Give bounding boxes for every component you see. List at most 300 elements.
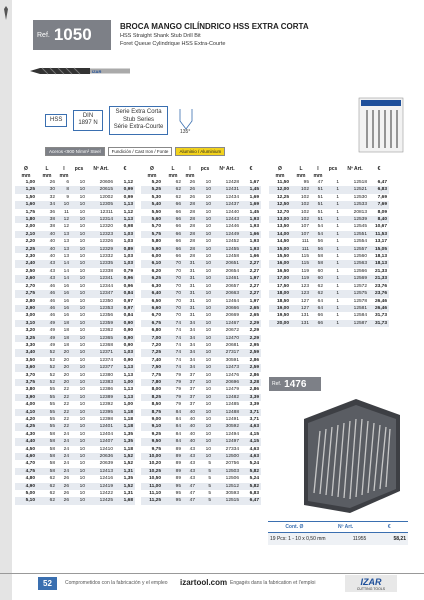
cell-l: 38 (37, 216, 57, 223)
drill-logo-text: IZAR (92, 69, 102, 74)
cell-ref: 20672 (225, 328, 239, 334)
cell-pack: 10 (205, 431, 211, 437)
cell-price: 2,27 (249, 268, 259, 274)
cell-d: 3,40 (15, 349, 37, 356)
cell-price: 2,86 (249, 357, 259, 363)
subtitle-en: HSS Straight Shank Stub Drill Bit (120, 33, 201, 39)
cell-l2: 31 (183, 290, 197, 297)
table-row (141, 335, 261, 342)
cell-d: 4,50 (25, 446, 35, 452)
cell-ref: 12434 (225, 194, 239, 200)
table-row (15, 327, 135, 334)
cell-ref: 12473 (213, 364, 241, 371)
cell-pack: 10 (197, 438, 213, 445)
cell-ref: 12449 (213, 231, 241, 238)
cell-price: 1,66 (241, 231, 261, 238)
cell-pack: 1 (325, 216, 341, 223)
drill-bit-image (30, 66, 130, 76)
cell-d: 10,20 (148, 461, 161, 467)
cell-price: 0,84 (115, 290, 135, 297)
unit-cell: mm (42, 172, 52, 179)
cell-pack: 5 (197, 483, 213, 490)
cell-pack: 10 (205, 417, 211, 422)
col-header-d: Ø (24, 165, 28, 172)
unit-row (269, 172, 389, 179)
cell-price: 2,86 (249, 372, 259, 378)
cell-pack: 10 (205, 209, 211, 215)
cell-price: 1,97 (241, 275, 261, 282)
cell-ref: 12383 (87, 379, 115, 386)
cell-ref: 20669 (225, 313, 239, 319)
cell-d: 2,50 (25, 268, 35, 274)
cell-ref: 12455 (213, 246, 241, 253)
cell-pack: 10 (197, 349, 213, 356)
table-row (141, 401, 261, 408)
cell-d: 6,70 (151, 313, 161, 319)
table-row (141, 483, 261, 490)
cell-price: 0,99 (115, 186, 135, 193)
col-header-l2: l (63, 165, 65, 172)
cell-ref: 12422 (99, 491, 113, 497)
cell-ref: 12530 (353, 194, 367, 200)
cell-d: 5,90 (141, 246, 163, 253)
cell-price: 23,76 (374, 283, 387, 289)
cell-price: 1,00 (115, 379, 135, 386)
cell-l: 52 (37, 364, 57, 371)
table-row (141, 275, 261, 282)
cell-l: 131 (300, 313, 309, 319)
col-header-d: Ø (278, 165, 282, 172)
cell-l: 70 (175, 268, 181, 274)
cell-l: 119 (291, 275, 311, 282)
cell-d: 7,20 (151, 342, 161, 348)
ref-badge (33, 20, 111, 50)
cell-pack: 10 (79, 328, 85, 334)
cell-d: 1,25 (15, 186, 37, 193)
cell-ref: 20654 (225, 268, 239, 274)
cell-price: 1,45 (249, 209, 259, 215)
cell-pack: 1 (336, 209, 339, 215)
cell-pack: 10 (197, 394, 213, 401)
product-title: BROCA MANGO CILÍNDRICO HSS EXTRA CORTA (120, 22, 309, 31)
cell-pack: 10 (205, 283, 211, 289)
cell-l: 52 (49, 372, 55, 378)
cell-l2: 26 (57, 483, 71, 490)
table-row (269, 260, 389, 267)
cell-d: 2,90 (15, 305, 37, 312)
cell-d: 5,70 (151, 224, 161, 230)
cell-price: 4,63 (241, 453, 261, 460)
cell-ref: 12350 (99, 298, 113, 304)
set-ref-prefix: Ref. (272, 381, 282, 387)
cell-ref: 12395 (87, 409, 115, 416)
cell-ref: 12323 (87, 231, 115, 238)
cell-ref: 12326 (99, 239, 113, 245)
cell-pack: 10 (205, 180, 211, 185)
table-row (141, 327, 261, 334)
cell-price: 3,71 (241, 409, 261, 416)
cell-l2: 34 (189, 328, 195, 334)
cell-l: 74 (163, 364, 183, 371)
cell-l: 102 (291, 201, 311, 208)
cell-ref: 12389 (87, 394, 115, 401)
cell-l2: 37 (183, 379, 197, 386)
cell-price: 2,27 (241, 290, 261, 297)
cell-l: 102 (291, 216, 311, 223)
cell-d: 16,50 (276, 268, 289, 274)
cell-l: 55 (37, 394, 57, 401)
cell-d: 6,40 (141, 290, 163, 297)
table-row (15, 490, 135, 497)
cell-l: 66 (163, 246, 183, 253)
cell-l2: 40 (183, 423, 197, 430)
cell-pack: 10 (205, 357, 211, 363)
cell-l2: 64 (317, 298, 323, 304)
cell-ref: 12446 (225, 224, 239, 230)
cell-l2: 62 (317, 283, 323, 289)
series-es: Serie Extra Corta (115, 109, 162, 115)
page-number: 52 (38, 577, 57, 590)
cell-ref: 12368 (99, 342, 113, 348)
cell-price: 4,15 (249, 431, 259, 437)
cell-l2: 20 (57, 379, 71, 386)
cell-d: 3,10 (15, 320, 37, 327)
table-row (15, 238, 135, 245)
cell-pack: 10 (197, 246, 213, 253)
cell-pack: 10 (79, 461, 85, 467)
cell-price: 2,59 (241, 349, 261, 356)
cell-price: 1,00 (123, 402, 133, 408)
cell-price: 1,35 (123, 431, 133, 437)
cell-l2: 22 (63, 417, 69, 422)
cell-price: 1,66 (249, 254, 259, 260)
header-row (141, 165, 261, 172)
cell-pack: 10 (79, 446, 85, 452)
cell-l2: 34 (189, 342, 195, 348)
table-row (15, 194, 135, 201)
cell-l: 58 (37, 453, 57, 460)
cell-pack: 10 (197, 409, 213, 416)
ref-number: 1050 (53, 25, 92, 44)
cell-price: 13,17 (374, 239, 387, 245)
material-swatches (45, 147, 225, 156)
table-row (15, 231, 135, 238)
cell-d: 3,80 (25, 387, 35, 393)
cell-l2: 58 (311, 260, 325, 267)
table-row (15, 372, 135, 379)
cell-l2: 43 (189, 446, 195, 452)
cell-ref: 12539 (341, 216, 369, 223)
cell-ref: 20756 (225, 461, 239, 467)
size-table-3 (269, 165, 389, 327)
table-row (15, 290, 135, 297)
cell-l: 46 (37, 290, 57, 297)
table-row (15, 497, 135, 504)
cell-pack: 10 (71, 423, 87, 430)
cell-l2: 40 (189, 431, 195, 437)
cell-pack: 10 (197, 335, 213, 342)
cell-pack: 10 (79, 283, 85, 289)
set-desc: 19 Pcs: 1 - 10 x 0,50 mm (270, 536, 326, 542)
table-row (269, 246, 389, 253)
cell-l: 62 (175, 180, 181, 185)
unit-cell (87, 172, 115, 179)
cell-ref: 12485 (225, 402, 239, 408)
cell-ref: 12356 (99, 313, 113, 319)
col-header-l2: l (189, 165, 191, 172)
cell-l: 74 (175, 328, 181, 334)
table-row (141, 490, 261, 497)
cell-d: 15,00 (269, 246, 291, 253)
cell-l2: 31 (183, 275, 197, 282)
col-header-d: Ø (150, 165, 154, 172)
table-row (141, 460, 261, 467)
cell-price: 10,67 (374, 224, 387, 230)
cell-l: 70 (175, 283, 181, 289)
cell-pack: 10 (79, 180, 85, 185)
cell-l2: 60 (311, 275, 325, 282)
cell-ref: 12584 (353, 313, 367, 319)
cell-ref: 20636 (87, 453, 115, 460)
cell-l2: 13 (57, 246, 71, 253)
table-row (15, 483, 135, 490)
cell-l: 55 (37, 409, 57, 416)
cell-pack: 10 (197, 201, 213, 208)
cell-l2: 26 (57, 497, 71, 504)
cell-l: 62 (37, 497, 57, 504)
cell-d: 20,00 (269, 320, 291, 327)
table-row (15, 342, 135, 349)
cell-ref: 12437 (213, 201, 241, 208)
col-header-l2: l (317, 165, 319, 172)
col-header-price: € (123, 165, 127, 172)
cell-l2: 28 (183, 246, 197, 253)
cell-price: 1,03 (123, 239, 133, 245)
cell-l2: 8 (57, 186, 71, 193)
table-row (15, 246, 135, 253)
cell-d: 10,50 (148, 476, 161, 482)
cell-pack: 5 (197, 468, 213, 475)
cell-d: 3,90 (15, 394, 37, 401)
cell-ref: 12431 (213, 186, 241, 193)
unit-cell: mm (168, 172, 178, 179)
table-row (141, 268, 261, 275)
cell-d: 7,50 (141, 364, 163, 371)
cell-l: 32 (49, 194, 55, 200)
cell-l: 66 (175, 254, 181, 260)
cell-pack: 10 (205, 268, 211, 274)
cell-l: 66 (175, 239, 181, 245)
cell-price: 1,13 (115, 394, 135, 401)
cell-price: 1,03 (115, 260, 135, 267)
cell-l: 74 (175, 357, 181, 363)
set-table-header (268, 521, 408, 533)
cell-price: 8,09 (377, 209, 387, 215)
cell-pack: 10 (197, 275, 213, 282)
col-header-price: € (377, 165, 381, 172)
cell-l2: 9 (66, 194, 69, 200)
cell-pack: 10 (79, 402, 85, 408)
cell-d: 11,10 (149, 491, 161, 497)
cell-l2: 51 (311, 201, 325, 208)
cell-pack: 10 (71, 201, 87, 208)
table-row (269, 290, 389, 297)
cell-l: 95 (163, 497, 183, 504)
cell-pack: 10 (71, 305, 87, 312)
cell-price: 1,13 (123, 372, 133, 378)
cell-pack: 5 (197, 497, 213, 504)
cell-price: 4,63 (241, 423, 261, 430)
cell-price: 0,89 (115, 246, 135, 253)
cell-pack: 10 (79, 268, 85, 274)
cell-l: 95 (303, 180, 309, 185)
table-row (141, 305, 261, 312)
cell-pack: 10 (197, 423, 213, 430)
cell-price: 18,13 (374, 254, 387, 260)
table-row (141, 216, 261, 223)
cell-pack: 1 (325, 246, 341, 253)
cell-price: 1,18 (123, 417, 133, 422)
cell-l: 89 (175, 446, 181, 452)
cell-ref: 12002 (99, 194, 113, 200)
cell-pack: 10 (197, 216, 213, 223)
set-ref-badge (269, 377, 321, 391)
cell-pack: 10 (71, 468, 87, 475)
cell-d: 18,00 (269, 290, 291, 297)
table-row (15, 268, 135, 275)
cell-ref: 12377 (87, 364, 115, 371)
cell-pack: 10 (79, 254, 85, 260)
table-row (269, 320, 389, 327)
table-row (15, 416, 135, 423)
cell-ref: 12488 (213, 409, 241, 416)
cell-price: 1,31 (123, 491, 133, 497)
table-row (269, 231, 389, 238)
cell-d: 5,30 (151, 194, 161, 200)
cell-ref: 12338 (99, 268, 113, 274)
cell-pack: 10 (71, 438, 87, 445)
spec-row (45, 106, 198, 135)
cell-d: 12,50 (269, 201, 291, 208)
cell-l2: 16 (63, 298, 69, 304)
cell-l: 84 (163, 423, 183, 430)
cell-l: 62 (37, 483, 57, 490)
cell-l: 66 (163, 201, 183, 208)
table-row (141, 223, 261, 230)
cell-l2: 18 (63, 328, 69, 334)
unit-cell: mm (21, 172, 31, 179)
footer-site[interactable]: izartool.com (180, 578, 228, 587)
cell-l2: 24 (57, 438, 71, 445)
cell-l: 102 (291, 186, 311, 193)
cell-l2: 16 (63, 313, 69, 319)
table-row (15, 305, 135, 312)
cell-ref: 12470 (213, 335, 241, 342)
cell-ref: 12425 (87, 497, 115, 504)
cell-d: 2,25 (15, 246, 37, 253)
cell-pack: 10 (71, 231, 87, 238)
unit-cell (115, 172, 135, 179)
material-badge: HSS (45, 114, 67, 128)
cell-d: 11,00 (141, 483, 163, 490)
cell-l2: 60 (317, 268, 323, 274)
cell-d: 12,70 (276, 209, 289, 215)
cell-d: 3,25 (15, 335, 37, 342)
cell-d: 4,20 (25, 417, 35, 422)
cell-l2: 26 (63, 476, 69, 482)
table-row (15, 320, 135, 327)
cell-l: 46 (49, 313, 55, 319)
table-row (141, 201, 261, 208)
cell-l: 49 (49, 342, 55, 348)
cell-pack: 10 (197, 305, 213, 312)
cell-price: 6,83 (249, 491, 259, 497)
cell-l: 62 (49, 476, 55, 482)
table-row (15, 438, 135, 445)
table-row (15, 446, 135, 453)
cell-ref: 20639 (99, 461, 113, 467)
cell-l: 66 (163, 216, 183, 223)
cell-l: 70 (163, 290, 183, 297)
cell-price: 3,71 (249, 417, 259, 422)
cell-l: 55 (49, 417, 55, 422)
cell-d: 3,30 (25, 342, 35, 348)
cell-d: 2,80 (25, 298, 35, 304)
cell-ref: 12329 (87, 246, 115, 253)
cell-d: 9,50 (141, 438, 163, 445)
cell-l: 58 (49, 446, 55, 452)
cell-d: 7,40 (151, 357, 161, 363)
cell-price: 3,28 (241, 379, 261, 386)
cell-ref: 12380 (99, 372, 113, 378)
cell-l2: 47 (317, 180, 323, 185)
cell-ref: 12578 (353, 298, 367, 304)
cell-ref: 12458 (225, 254, 239, 260)
cell-ref: 12464 (225, 298, 239, 304)
cell-l2: 43 (183, 468, 197, 475)
cell-l2: 66 (317, 313, 323, 319)
cell-d: 6,75 (141, 320, 163, 327)
table-row (141, 446, 261, 453)
drill-icon (2, 6, 10, 20)
cell-d: 4,70 (25, 461, 35, 467)
cell-price: 0,90 (115, 335, 135, 342)
footer-text-es: Comprometidos con la fabricación y el empleo (65, 580, 168, 586)
table-row (141, 394, 261, 401)
cell-price: 1,52 (123, 461, 133, 467)
set-table-row (268, 533, 408, 545)
cell-d: 6,60 (141, 305, 163, 312)
cell-l: 107 (291, 231, 311, 238)
cell-pack: 1 (325, 275, 341, 282)
cell-ref: 27334 (225, 446, 239, 452)
cell-price: 2,59 (241, 364, 261, 371)
cell-d: 3,60 (15, 364, 37, 371)
cell-price: 1,18 (123, 446, 133, 452)
cell-pack: 10 (79, 491, 85, 497)
cell-l: 79 (175, 387, 181, 393)
unit-cell (213, 172, 241, 179)
cell-l2: 43 (189, 476, 195, 482)
cell-d: 12,00 (269, 186, 291, 193)
material-swatch: Aceros <900 N/mm² Steel (45, 147, 105, 156)
set-art: 11955 (352, 536, 367, 542)
cell-d: 16,00 (269, 260, 291, 267)
cell-l: 74 (163, 335, 183, 342)
cell-price: 2,29 (249, 328, 259, 334)
cell-ref: 12569 (341, 275, 369, 282)
cell-l2: 37 (189, 402, 195, 408)
